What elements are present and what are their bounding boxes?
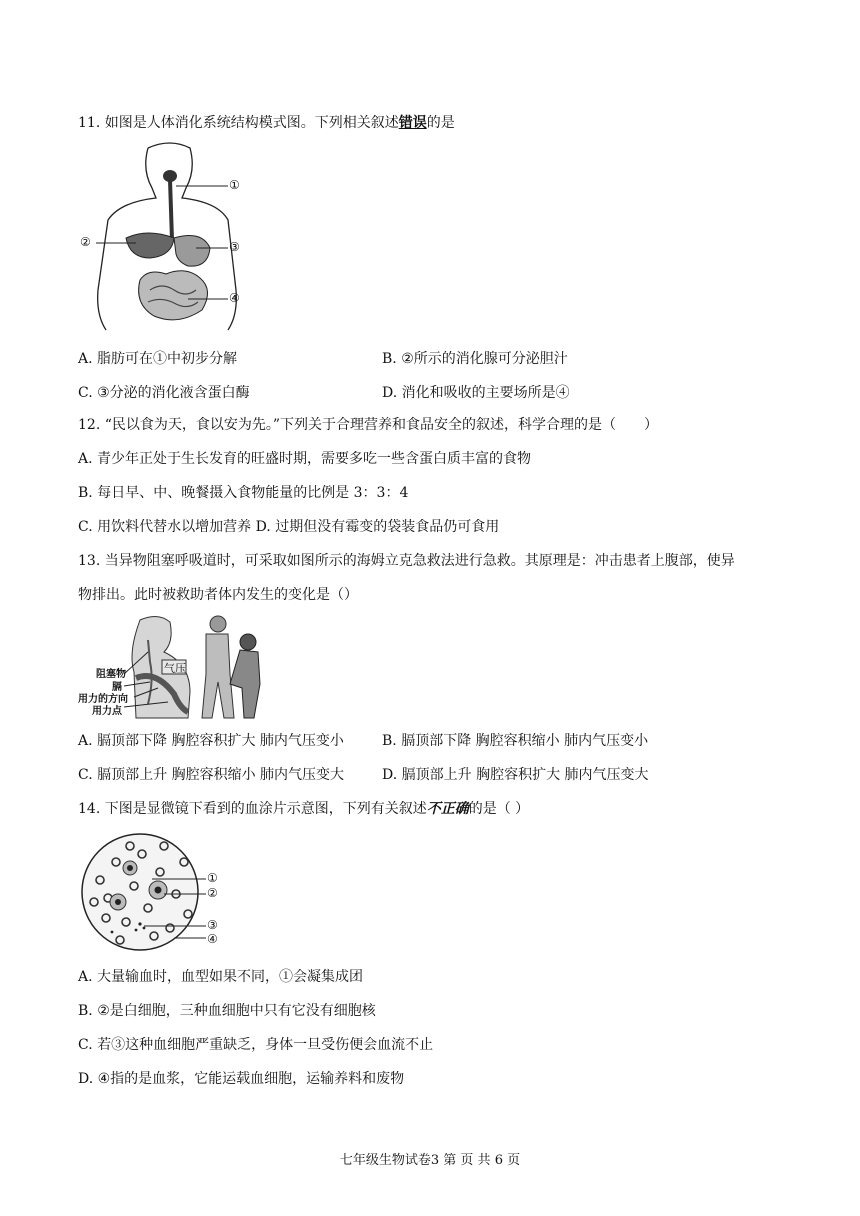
q14-option-d: D. ④指的是血浆，它能运载血细胞，运输养料和废物 [78, 1071, 405, 1087]
q12-option-a: A. 青少年正处于生长发育的旺盛时期，需要多吃一些含蛋白质丰富的食物 [78, 451, 532, 467]
q14-label-1: ① [207, 871, 218, 885]
q13-option-a: A. 膈顶部下降 胸腔容积扩大 肺内气压变小 [78, 733, 344, 749]
q11-option-b: B. ②所示的消化腺可分泌胆汁 [382, 351, 568, 367]
q11-label-4: ④ [229, 291, 240, 305]
q11-option-a: A. 脂肪可在①中初步分解 [78, 351, 238, 367]
page-footer: 七年级生物试卷3 第 页 共 6 页 [339, 1153, 521, 1168]
q13-fig-label-4: 用力点 [92, 706, 122, 717]
q12-option-b: B. 每日早、中、晚餐摄入食物能量的比例是 3：3：4 [78, 485, 409, 501]
q14-option-c: C. 若③这种血细胞严重缺乏，身体一旦受伤便会血流不止 [78, 1037, 434, 1053]
q13-fig-label-2: 膈 [112, 682, 122, 693]
q12-option-cd: C. 用饮料代替水以增加营养 D. 过期但没有霉变的袋装食品仍可食用 [78, 519, 500, 535]
q14-label-3: ③ [207, 918, 218, 932]
q12-stem: 12. “民以食为天，食以安为先。”下列关于合理营养和食品安全的叙述，科学合理的是（ ） [78, 417, 659, 433]
q14-stem: 14. 下图是显微镜下看到的血涂片示意图，下列有关叙述不正确的是（ ） [78, 801, 530, 817]
heimlich-figure [78, 612, 268, 722]
q11-stem: 11. 如图是人体消化系统结构模式图。下列相关叙述错误的是 [78, 115, 455, 131]
q13-fig-label-1: 阻塞物 [96, 669, 126, 680]
digestive-system-figure [78, 140, 278, 335]
q14-emphasis: 不正确 [426, 801, 469, 817]
q14-option-b: B. ②是白细胞，三种血细胞中只有它没有细胞核 [78, 1003, 376, 1019]
q13-option-b: B. 膈顶部下降 胸腔容积缩小 肺内气压变小 [382, 733, 649, 749]
q13-option-c: C. 膈顶部上升 胸腔容积缩小 肺内气压变大 [78, 767, 345, 783]
q14-option-a: A. 大量输血时，血型如果不同，①会凝集成团 [78, 969, 364, 985]
q13-stem-line2: 物排出。此时被救助者体内发生的变化是（） [78, 587, 358, 603]
q11-option-d: D. 消化和吸收的主要场所是④ [382, 385, 570, 401]
q11-option-c: C. ③分泌的消化液含蛋白酶 [78, 385, 250, 401]
q13-fig-qiya: 气压 [164, 662, 186, 675]
q13-fig-label-3: 用力的方向 [78, 694, 128, 705]
q11-label-1: ① [229, 178, 240, 192]
q14-label-4: ④ [207, 932, 218, 946]
blood-smear-figure [78, 832, 238, 954]
q14-label-2: ② [207, 886, 218, 900]
q11-label-3: ③ [229, 240, 240, 254]
q11-label-2: ② [80, 235, 91, 249]
q11-emphasis: 错误 [398, 115, 427, 131]
q13-stem-line1: 13. 当异物阻塞呼吸道时，可采取如图所示的海姆立克急救法进行急救。其原理是：冲击患者上腹部，使异 [78, 553, 735, 569]
q13-option-d: D. 膈顶部上升 胸腔容积扩大 肺内气压变大 [382, 767, 649, 783]
